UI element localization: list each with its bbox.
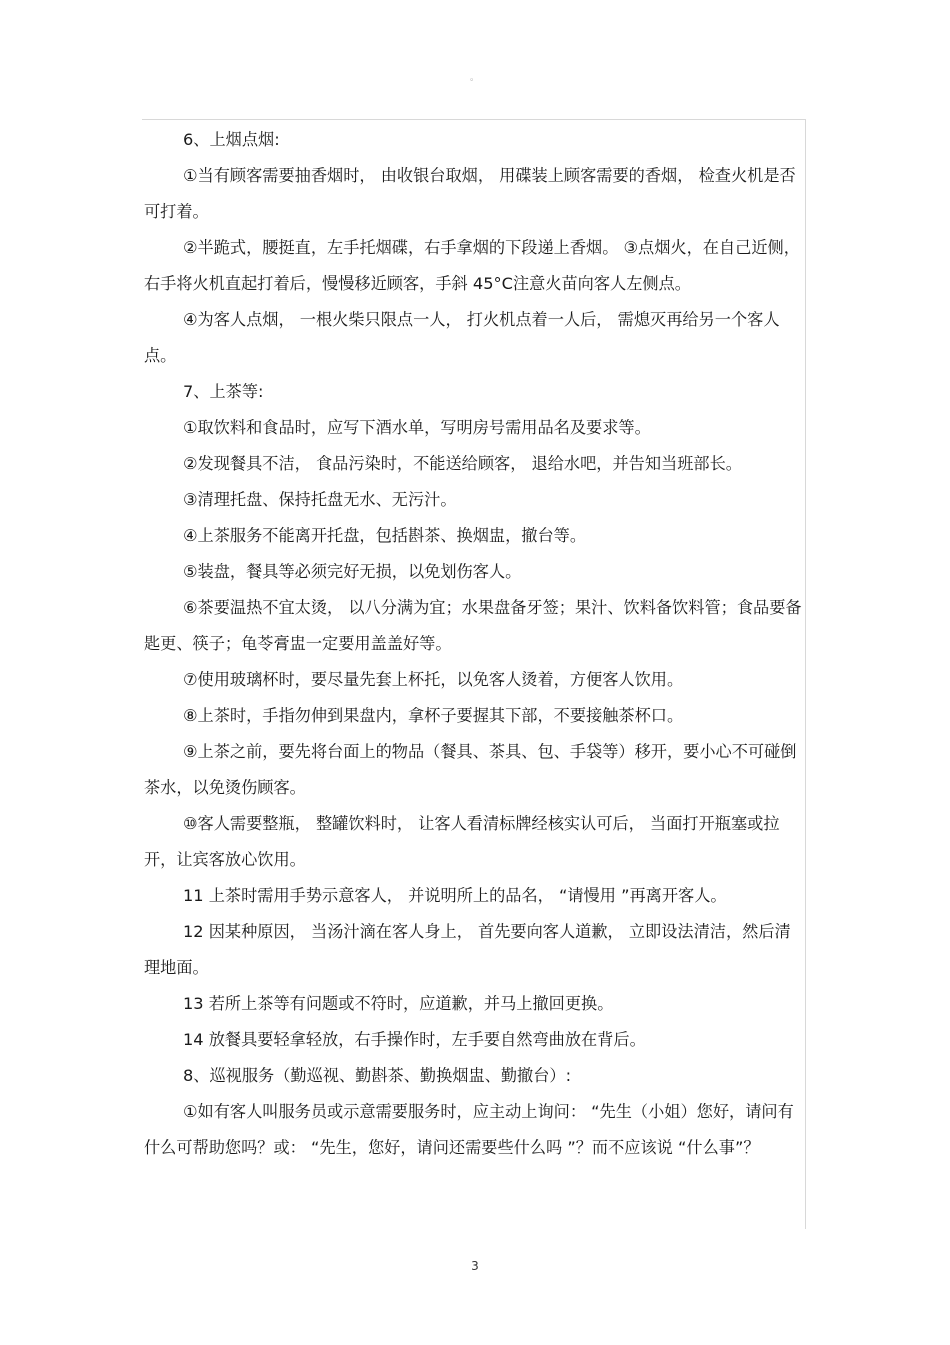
paragraph: ①当有顾客需要抽香烟时， 由收银台取烟， 用碟装上顾客需要的香烟， 检查火机是否可打着。: [144, 166, 796, 221]
section-heading-smoke: 6、上烟点烟:: [183, 130, 280, 149]
paragraph: ⑩客人需要整瓶， 整罐饮料时， 让客人看清标牌经核实认可后， 当面打开瓶塞或拉开，让宾客放心饮用。: [144, 814, 780, 869]
paragraph: ①如有客人叫服务员或示意需要服务时，应主动上询问： “先生（小姐）您好，请问有什么可帮助您吗？或： “先生，您好，请问还需要些什么吗 ”？而不应该说 “什么事”？: [144, 1102, 794, 1157]
paragraph: ①取饮料和食品时，应写下酒水单，写明房号需用品名及要求等。: [183, 418, 651, 437]
paragraph: ②半跪式，腰挺直，左手托烟碟，右手拿烟的下段递上香烟。 ③点烟火，在自己近侧，右手将火机直起打着后，慢慢移近顾客，手斜 45°C注意火苗向客人左侧点。: [144, 238, 800, 293]
section-heading-tea: 7、上茶等:: [183, 382, 264, 401]
paragraph: ⑥茶要温热不宜太烫， 以八分满为宜；水果盘备牙签；果汁、饮料备饮料管；食品要备匙更、筷子；龟苓膏盅一定要用盖盖好等。: [144, 598, 802, 653]
page-number: 3: [471, 1259, 479, 1273]
paragraph: 11 上茶时需用手势示意客人， 并说明所上的品名， “请慢用 ”再离开客人。: [183, 886, 727, 905]
paragraph: ③清理托盘、保持托盘无水、无污汁。: [183, 490, 457, 509]
document-body: [144, 122, 806, 1166]
header-mark: 。: [470, 73, 480, 83]
paragraph: 12 因某种原因， 当汤汁滴在客人身上， 首先要向客人道歉， 立即设法清洁，然后清理地面。: [144, 922, 791, 977]
section-heading-patrol: 8、巡视服务（勤巡视、勤斟茶、勤换烟盅、勤撤台）:: [183, 1066, 572, 1085]
paragraph: ④为客人点烟， 一根火柴只限点一人， 打火机点着一人后， 需熄灭再给另一个客人点。: [144, 310, 780, 365]
paragraph: ⑨上茶之前，要先将台面上的物品（餐具、茶具、包、手袋等）移开，要小心不可碰倒茶水，以免烫伤顾客。: [144, 742, 797, 797]
paragraph: ⑧上茶时，手指勿伸到果盘内，拿杯子要握其下部，不要接触茶杯口。: [183, 706, 684, 725]
paragraph: ②发现餐具不洁， 食品污染时，不能送给顾客， 退给水吧，并告知当班部长。: [183, 454, 742, 473]
paragraph: 13 若所上茶等有问题或不符时，应道歉，并马上撤回更换。: [183, 994, 614, 1013]
paragraph: ⑦使用玻璃杯时，要尽量先套上杯托，以免客人烫着，方便客人饮用。: [183, 670, 684, 689]
paragraph: ⑤装盘，餐具等必须完好无损，以免划伤客人。: [183, 562, 522, 581]
paragraph: 14 放餐具要轻拿轻放，右手操作时，左手要自然弯曲放在背后。: [183, 1030, 646, 1049]
paragraph: ④上茶服务不能离开托盘，包括斟茶、换烟盅，撤台等。: [183, 526, 587, 545]
